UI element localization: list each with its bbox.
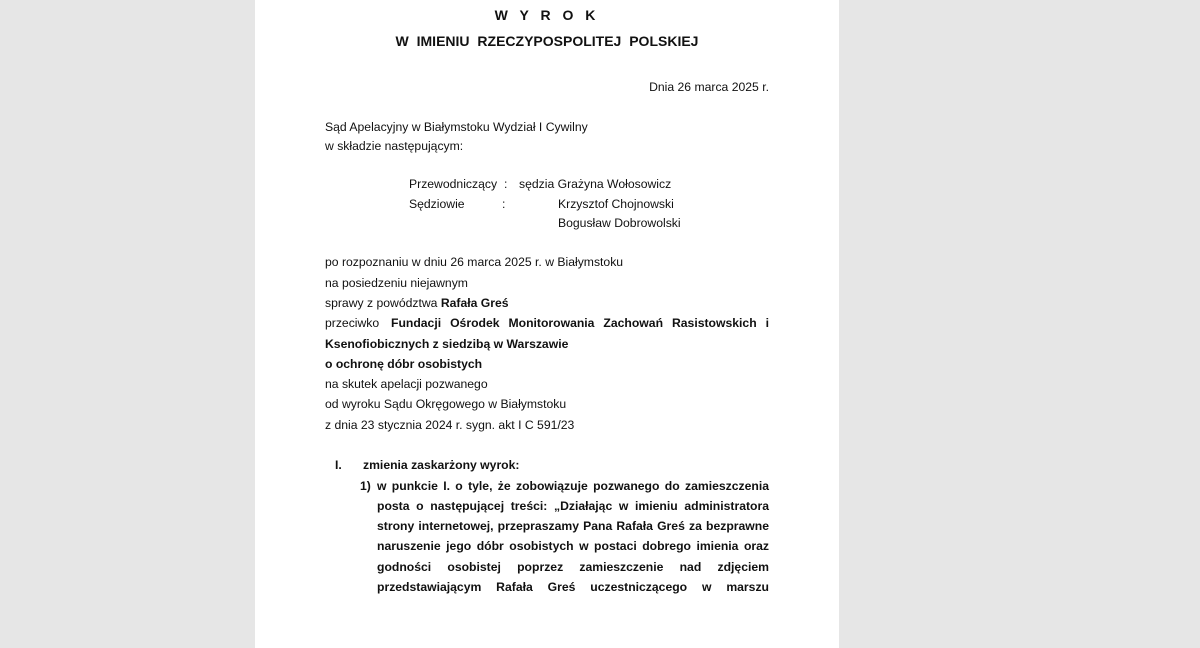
judges-role: Sędziowie — [409, 197, 465, 211]
plaintiff-label: sprawy z powództwa — [325, 296, 441, 310]
defendant-name: Fundacji Ośrodek Monitorowania Zachowań Rasistowskich i — [391, 316, 769, 330]
ruling-text-line: strony internetowej, przepraszamy Pana Rafała Greś za bezprawne — [377, 519, 769, 533]
plaintiff-name: Rafała Greś — [440, 296, 509, 310]
document-page — [255, 0, 839, 648]
court-composition-label: w składzie następującym: — [325, 139, 464, 153]
case-line-3 — [325, 295, 509, 311]
ruling-numeral: I. — [335, 458, 342, 472]
ruling-text-line: naruszenie jego dóbr osobistych w postaci dobrego imienia oraz — [377, 539, 769, 553]
document-title: W Y R O K — [494, 7, 600, 23]
ruling-text-line: przedstawiającym Rafała Greś uczestniczącego w marszu — [377, 580, 769, 594]
document-subtitle: W IMIENIU RZECZYPOSPOLITEJ POLSKIEJ — [395, 33, 699, 49]
judge-name-1: Krzysztof Chojnowski — [558, 197, 674, 211]
defendant-name-cont: Ksenofiobicznych z siedzibą w Warszawie — [325, 337, 569, 351]
case-line-2: na posiedzeniu niejawnym — [325, 276, 468, 290]
defendant-label: przeciwko — [325, 316, 380, 330]
chair-role: Przewodniczący — [409, 177, 498, 191]
judges-colon: : — [502, 197, 506, 211]
case-subject: o ochronę dóbr osobistych — [325, 357, 483, 371]
case-signature: z dnia 23 stycznia 2024 r. sygn. akt I C 591/23 — [325, 418, 575, 432]
ruling-text-line: godności osobistej poprzez zamieszczenie nad zdjęciem — [377, 560, 769, 574]
ruling-heading: zmienia zaskarżony wyrok: — [363, 458, 520, 472]
court-name: Sąd Apelacyjny w Białymstoku Wydział I Cywilny — [325, 120, 588, 134]
ruling-item-number: 1) — [360, 479, 371, 493]
ruling-text-line: w punkcie I. o tyle, że zobowiązuje pozwanego do zamieszczenia — [377, 479, 769, 493]
case-line-8: od wyroku Sądu Okręgowego w Białymstoku — [325, 397, 567, 411]
document-date: Dnia 26 marca 2025 r. — [649, 80, 769, 94]
ruling-text-line: posta o następującej treści: „Działając w imieniu administratora — [377, 499, 769, 513]
case-line-1: po rozpoznaniu w dniu 26 marca 2025 r. w Białymstoku — [325, 255, 624, 269]
judge-name-2: Bogusław Dobrowolski — [558, 216, 681, 230]
case-line-7: na skutek apelacji pozwanego — [325, 377, 488, 391]
chair-name: sędzia Grażyna Wołosowicz — [519, 177, 672, 191]
case-line-4 — [325, 315, 769, 331]
chair-colon: : — [504, 177, 508, 191]
